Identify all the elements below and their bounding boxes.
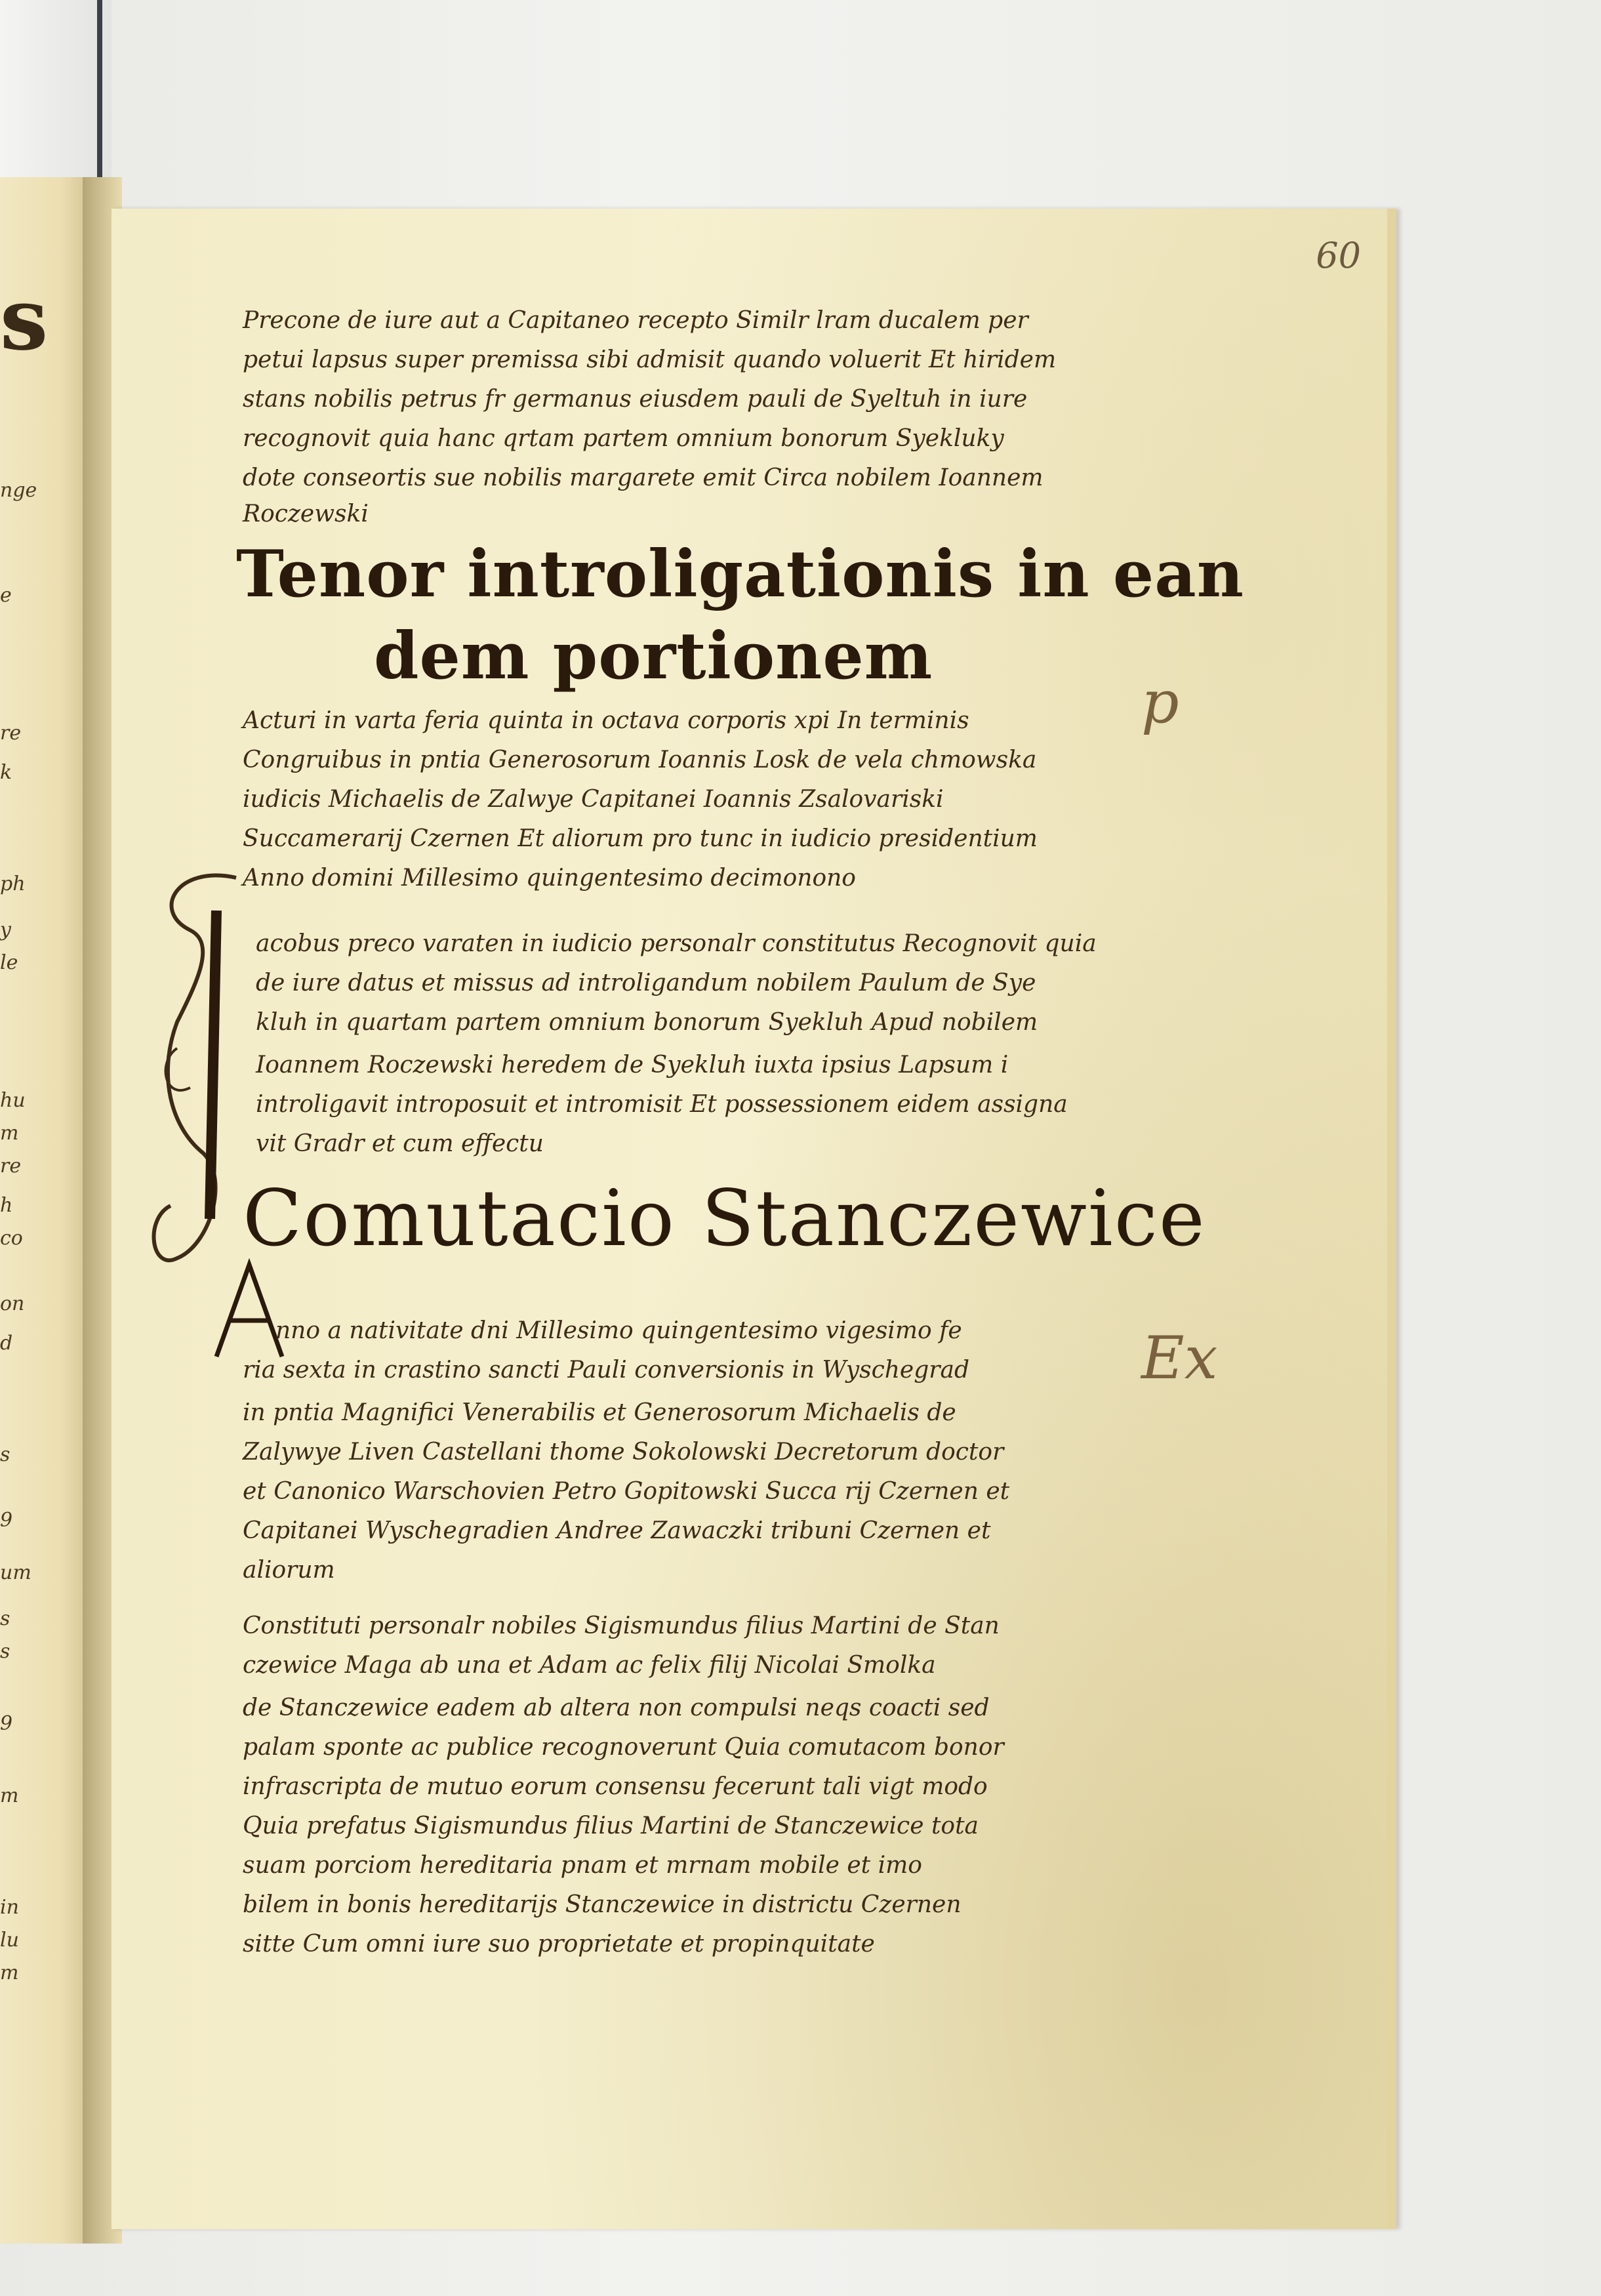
initial-a-flourish [210, 1258, 289, 1363]
text-line: in pntia Magnifici Venerabilis et Generosorum Michaelis de [243, 1399, 956, 1426]
left-page-fragment: re [0, 722, 22, 745]
text-line: et Canonico Warschovien Petro Gopitowski Succa rij Czernen et [243, 1478, 1010, 1505]
text-line: Acturi in varta feria quinta in octava corporis xpi In terminis [243, 707, 969, 734]
section-heading: Tenor introligationis in ean [236, 537, 1244, 612]
left-page-fragment: hu [0, 1089, 26, 1112]
left-page-fragment: on [0, 1292, 25, 1315]
left-page-fragment: um [0, 1561, 31, 1584]
left-page-fragment: in [0, 1896, 19, 1919]
folio-number: 60 [1316, 235, 1361, 276]
left-page-fragment: y [0, 918, 11, 941]
left-page-fragment: d [0, 1332, 13, 1355]
text-line: de Stanczewice eadem ab altera non compulsi neqs coacti sed [243, 1694, 990, 1721]
left-page-fragment: m [0, 1961, 19, 1984]
text-line: dote conseortis sue nobilis margarete emit Circa nobilem Ioannem [243, 464, 1044, 491]
section-heading: Comutacio Stanczewice [243, 1173, 1206, 1263]
left-page-fragment: re [0, 1155, 22, 1178]
binding-line [97, 0, 102, 203]
left-page-fragment: k [0, 761, 12, 784]
text-line: Congruibus in pntia Generosorum Ioannis Losk de vela chmowska [243, 747, 1037, 773]
left-page-fragment: co [0, 1227, 23, 1250]
text-line: introligavit introposuit et intromisit Et possessionem eidem assigna [256, 1091, 1068, 1118]
left-page-fragment: m [0, 1784, 19, 1807]
text-line: ria sexta in crastino sancti Pauli conversionis in Wyschegrad [243, 1357, 969, 1384]
text-line: Ioannem Roczewski heredem de Syekluh iuxta ipsius Lapsum i [256, 1052, 1009, 1078]
left-page-fragment: 9 [0, 1509, 13, 1532]
left-page-fragment: s [0, 1640, 10, 1663]
left-page-fragment: e [0, 584, 12, 607]
text-line: Quia prefatus Sigismundus filius Martini de Stanczewice tota [243, 1813, 979, 1839]
text-line: Zalywye Liven Castellani thome Sokolowski Decretorum doctor [243, 1439, 1004, 1466]
text-line: vit Gradr et cum effectu [256, 1130, 544, 1157]
left-page-fragment: h [0, 1194, 13, 1217]
section-heading: dem portionem [374, 619, 933, 694]
left-page-fragment: ph [0, 872, 26, 895]
text-line: Capitanei Wyschegradien Andree Zawaczki tribuni Czernen et [243, 1517, 991, 1544]
text-line: Roczewski [243, 501, 369, 527]
text-line: recognovit quia hanc qrtam partem omnium bonorum Syekluky [243, 425, 1004, 452]
margin-annotation: Ex [1141, 1324, 1218, 1393]
text-line: acobus preco varaten in iudicio personalr constitutus Recognovit quia [256, 930, 1097, 957]
text-line: iudicis Michaelis de Zalwye Capitanei Ioannis Zsalovariski [243, 786, 944, 813]
left-page-fragment: le [0, 951, 18, 974]
text-line: Constituti personalr nobiles Sigismundus filius Martini de Stan [243, 1612, 1000, 1639]
text-line: infrascripta de mutuo eorum consensu fecerunt tali vigt modo [243, 1773, 988, 1800]
text-line: petui lapsus super premissa sibi admisit quando voluerit Et hiridem [243, 346, 1057, 373]
text-line: nno a nativitate dni Millesimo quingentesimo vigesimo fe [275, 1317, 962, 1344]
margin-annotation: p [1141, 668, 1179, 737]
text-line: aliorum [243, 1557, 335, 1584]
left-page-fragment: nge [0, 479, 37, 502]
text-line: Anno domini Millesimo quingentesimo decimonono [243, 865, 856, 892]
left-page-fragment: s [0, 1607, 10, 1630]
left-page-fragment: s [0, 269, 49, 369]
text-line: sitte Cum omni iure suo proprietate et propinquitate [243, 1931, 875, 1958]
text-line: de iure datus et missus ad introligandum nobilem Paulum de Sye [256, 970, 1036, 996]
text-line: palam sponte ac publice recognoverunt Quia comutacom bonor [243, 1734, 1004, 1761]
left-page-fragment: 9 [0, 1712, 13, 1735]
left-page-edge [0, 177, 88, 2244]
text-line: Precone de iure aut a Capitaneo recepto Similr lram ducalem per [243, 307, 1028, 334]
left-page-fragment: s [0, 1443, 10, 1466]
left-page-fragment: m [0, 1122, 19, 1145]
manuscript-page [111, 209, 1396, 2229]
text-line: stans nobilis petrus fr germanus eiusdem pauli de Syeltuh in iure [243, 386, 1028, 413]
initial-i-flourish [138, 851, 249, 1311]
text-line: Succamerarij Czernen Et aliorum pro tunc in iudicio presidentium [243, 825, 1038, 852]
left-page-fragment: lu [0, 1929, 19, 1952]
text-line: czewice Maga ab una et Adam ac felix filij Nicolai Smolka [243, 1652, 936, 1679]
text-line: kluh in quartam partem omnium bonorum Syekluh Apud nobilem [256, 1009, 1038, 1036]
text-line: bilem in bonis hereditarijs Stanczewice in districtu Czernen [243, 1891, 962, 1918]
text-line: suam porciom hereditaria pnam et mrnam mobile et imo [243, 1852, 922, 1879]
